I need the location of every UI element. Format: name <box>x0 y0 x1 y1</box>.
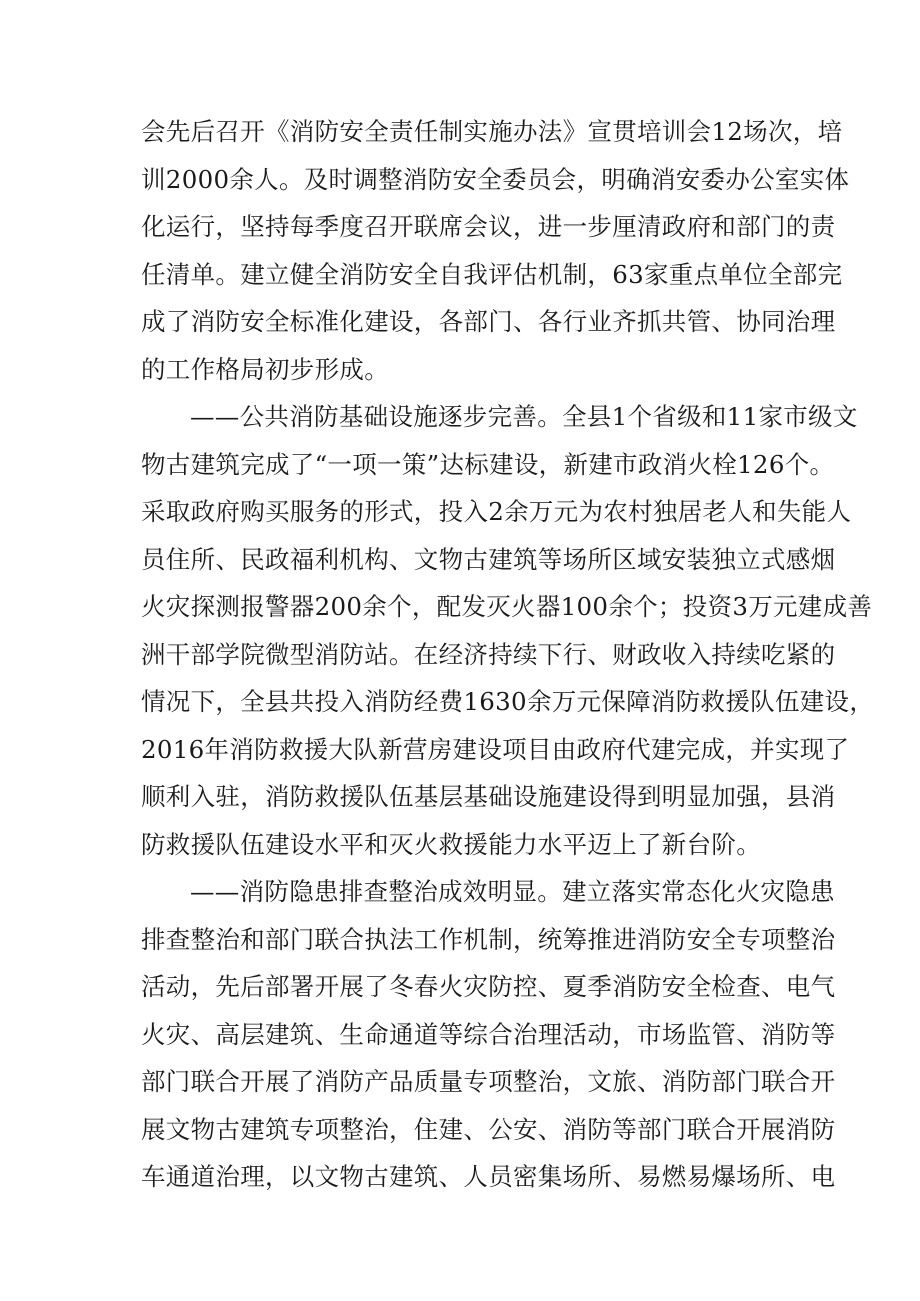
text-line: 部门联合开展了消防产品质量专项整治，文旅、消防部门联合开 <box>141 1067 836 1096</box>
text-line: 员住所、民政福利机构、文物古建筑等场所区域安装独立式感烟 <box>141 544 836 574</box>
text-line: 的工作格局初步形成。 <box>141 354 389 384</box>
text-line: 训2000余人。及时调整消防安全委员会，明确消安委办公室实体 <box>141 164 850 194</box>
paragraph-hazard-rectification <box>141 868 836 1201</box>
paragraph-responsibility <box>141 108 850 393</box>
text-line: 火灾探测报警器200余个，配发灭火器100余个；投资3万元建成善 <box>141 592 873 621</box>
text-line: 物古建筑完成了“一项一策”达标建设，新建市政消火栓126个。 <box>141 449 835 479</box>
text-line: 活动，先后部署开展了冬春火灾防控、夏季消防安全检查、电气 <box>141 972 836 1001</box>
text-line: 2016年消防救援大队新营房建设项目由政府代建完成，并实现了 <box>141 734 850 764</box>
text-line: 成了消防安全标准化建设，各部门、各行业齐抓共管、协同治理 <box>141 307 836 336</box>
text-line: 火灾、高层建筑、生命通道等综合治理活动，市场监管、消防等 <box>141 1019 836 1049</box>
paragraph-infrastructure <box>141 393 875 868</box>
text-line: ——消防隐患排查整治成效明显。建立落实常态化火灾隐患 <box>190 877 835 906</box>
text-line: 化运行，坚持每季度召开联席会议，进一步厘清政府和部门的责 <box>141 212 836 241</box>
text-line: ——公共消防基础设施逐步完善。全县1个省级和11家市级文 <box>190 402 858 431</box>
text-line: 展文物古建筑专项整治，住建、公安、消防等部门联合开展消防 <box>141 1114 836 1144</box>
text-line: 任清单。建立健全消防安全自我评估机制，63家重点单位全部完 <box>141 259 843 289</box>
text-line: 采取政府购买服务的形式，投入2余万元为农村独居老人和失能人 <box>141 497 852 526</box>
text-line: 情况下，全县共投入消防经费1630余万元保障消防救援队伍建设， <box>141 687 875 716</box>
text-line: 洲干部学院微型消防站。在经济持续下行、财政收入持续吃紧的 <box>141 639 836 669</box>
text-line: 顺利入驻，消防救援队伍基层基础设施建设得到明显加强，县消 <box>141 782 836 811</box>
text-line: 车通道治理，以文物古建筑、人员密集场所、易燃易爆场所、电 <box>141 1162 836 1191</box>
text-line: 排查整治和部门联合执法工作机制，统筹推进消防安全专项整治 <box>141 924 836 954</box>
text-line: 会先后召开《消防安全责任制实施办法》宣贯培训会12场次，培 <box>141 117 843 146</box>
body-text <box>141 108 875 1201</box>
text-line: 防救援队伍建设水平和灭火救援能力水平迈上了新台阶。 <box>141 829 761 859</box>
